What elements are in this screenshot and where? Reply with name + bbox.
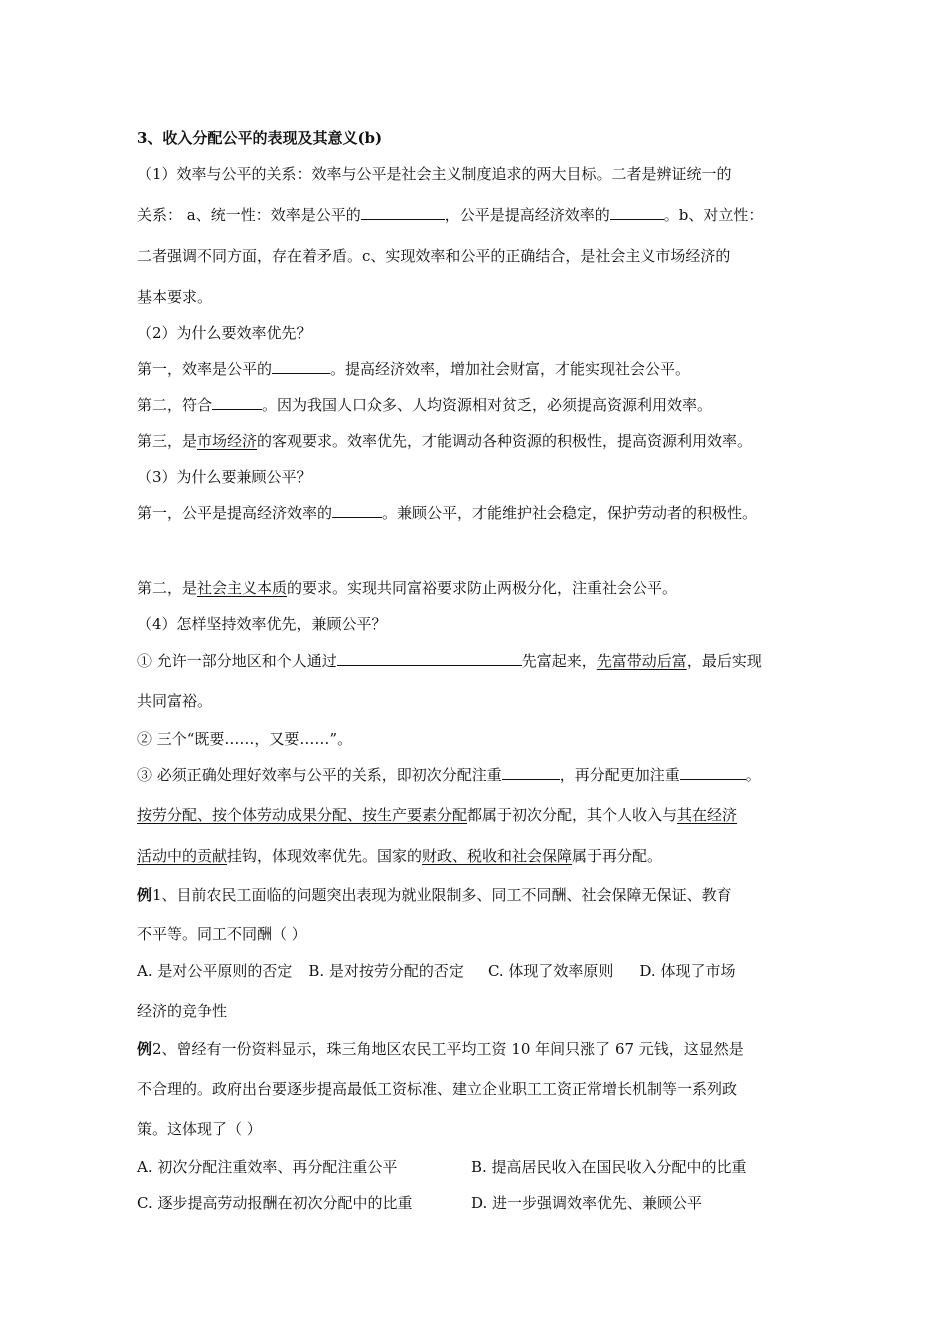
blank-fill — [502, 765, 560, 780]
p2-l3-text-b: 的客观要求。效率优先，才能调动各种资源的积极性，提高资源利用效率。 — [257, 432, 753, 450]
example-2-options-row-2 — [137, 1193, 702, 1213]
p4-line-3: ② 三个“既要……，又要……”。 — [137, 730, 353, 748]
option-a: A. 初次分配注重效率、再分配注重公平 — [137, 1158, 398, 1176]
example-1-options — [137, 961, 735, 981]
section-heading: 3、收入分配公平的表现及其意义(b) — [137, 129, 383, 147]
p3-title: （3）为什么要兼顾公平？ — [137, 468, 312, 486]
p3-l2-underlined: 社会主义本质 — [197, 579, 288, 597]
p4-l6-text-a: 挂钩，体现效率优先。国家的 — [227, 847, 423, 865]
example-1-line-4: 经济的竞争性 — [137, 1002, 228, 1020]
p1-line-2 — [137, 205, 763, 225]
example-1-text: 1、目前农民工面临的问题突出表现为就业限制多、同工不同酬、社会保障无保证、教育 — [152, 886, 732, 904]
p3-line-2 — [137, 578, 677, 598]
blank-fill — [272, 359, 330, 374]
p2-line-3 — [137, 431, 752, 451]
option-b: B. 是对按劳分配的否定 — [308, 962, 464, 980]
p4-l6-underlined-1: 活动中的贡献 — [137, 847, 228, 865]
blank-fill — [332, 503, 382, 518]
example-2-label: 例 — [137, 1040, 153, 1058]
p4-l5-text-a: 都属于初次分配，其个人收入与 — [467, 806, 678, 824]
p2-line-2 — [137, 395, 712, 415]
p4-l4-text-c: 。 — [745, 766, 761, 784]
p3-line-1 — [137, 503, 757, 523]
p4-line-4 — [137, 765, 761, 785]
example-1-label: 例 — [137, 886, 153, 904]
p2-l2-text-b: 。因为我国人口众多、人均资源相对贫乏，必须提高资源利用效率。 — [262, 396, 713, 414]
p3-l1-text-a: 第一，公平是提高经济效率的 — [137, 504, 333, 522]
blank-fill — [680, 765, 746, 780]
p2-l1-text-a: 第一，效率是公平的 — [137, 360, 273, 378]
blank-fill — [212, 395, 262, 410]
p4-line-5 — [137, 805, 737, 825]
example-2-line-1 — [137, 1039, 744, 1059]
p4-line-2: 共同富裕。 — [137, 692, 213, 710]
p4-l6-text-b: 属于再分配。 — [572, 847, 663, 865]
p4-l1-text-c: ，最后实现 — [686, 652, 762, 670]
blank-fill — [361, 205, 445, 220]
p4-line-6 — [137, 846, 662, 866]
p3-l2-text-b: 的要求。实现共同富裕要求防止两极分化，注重社会公平。 — [287, 579, 678, 597]
p2-line-1 — [137, 359, 690, 379]
option-b: B. 提高居民收入在国民收入分配中的比重 — [471, 1158, 747, 1176]
p3-l2-text-a: 第二，是 — [137, 579, 198, 597]
example-2-line-2: 不合理的。政府出台要逐步提高最低工资标准、建立企业职工工资正常增长机制等一系列政 — [137, 1080, 738, 1098]
option-c: C. 体现了效率原则 — [487, 962, 614, 980]
p1-line-1: （1）效率与公平的关系：效率与公平是社会主义制度追求的两大目标。二者是辨证统一的 — [137, 165, 732, 183]
option-d: D. 体现了市场 — [639, 962, 736, 980]
p2-title: （2）为什么要效率优先？ — [137, 324, 312, 342]
option-c: C. 逐步提高劳动报酬在初次分配中的比重 — [137, 1194, 413, 1212]
example-1-line-1 — [137, 885, 732, 905]
p4-l1-text-b: 先富起来， — [521, 652, 597, 670]
p1-line-3: 二者强调不同方面，存在着矛盾。c、实现效率和公平的正确结合，是社会主义市场经济的 — [137, 247, 731, 265]
p1-l2-text-c: 。b、对立性： — [663, 206, 764, 224]
example-1-line-2: 不平等。同工不同酬（ ） — [137, 925, 307, 943]
p4-l4-text-b: ，再分配更加注重 — [559, 766, 680, 784]
p2-l3-text-a: 第三，是 — [137, 432, 198, 450]
p1-line-4: 基本要求。 — [137, 288, 213, 306]
p2-l1-text-b: 。提高经济效率，增加社会财富，才能实现社会公平。 — [330, 360, 691, 378]
example-2-options-row-1 — [137, 1157, 747, 1177]
p4-l5-underlined-1: 按劳分配、按个体劳动成果分配、按生产要素分配 — [137, 806, 468, 824]
example-2-line-3: 策。这体现了（ ） — [137, 1120, 262, 1138]
option-d: D. 进一步强调效率优先、兼顾公平 — [471, 1194, 703, 1212]
p4-l4-text-a: ③ 必须正确处理好效率与公平的关系，即初次分配注重 — [137, 766, 502, 784]
p3-l1-text-b: 。兼顾公平，才能维护社会稳定，保护劳动者的积极性。 — [382, 504, 758, 522]
p1-l2-text-a: 关系： a、统一性：效率是公平的 — [137, 206, 361, 224]
p2-l2-text-a: 第二，符合 — [137, 396, 213, 414]
p2-l3-underlined: 市场经济 — [197, 432, 258, 450]
blank-fill — [337, 651, 522, 666]
option-a: A. 是对公平原则的否定 — [137, 962, 293, 980]
p4-l6-underlined-2: 财政、税收和社会保障 — [422, 847, 573, 865]
p4-l1-text-a: ① 允许一部分地区和个人通过 — [137, 652, 337, 670]
blank-fill — [610, 205, 664, 220]
p4-title: （4）怎样坚持效率优先，兼顾公平？ — [137, 615, 387, 633]
p4-l5-underlined-2: 其在经济 — [677, 806, 738, 824]
p4-l1-underlined: 先富带动后富 — [596, 652, 687, 670]
example-2-text: 2、曾经有一份资料显示，珠三角地区农民工平均工资 10 年间只涨了 67 元钱，这显然是 — [152, 1040, 744, 1058]
p1-l2-text-b: ，公平是提高经济效率的 — [444, 206, 610, 224]
p4-line-1 — [137, 651, 762, 671]
